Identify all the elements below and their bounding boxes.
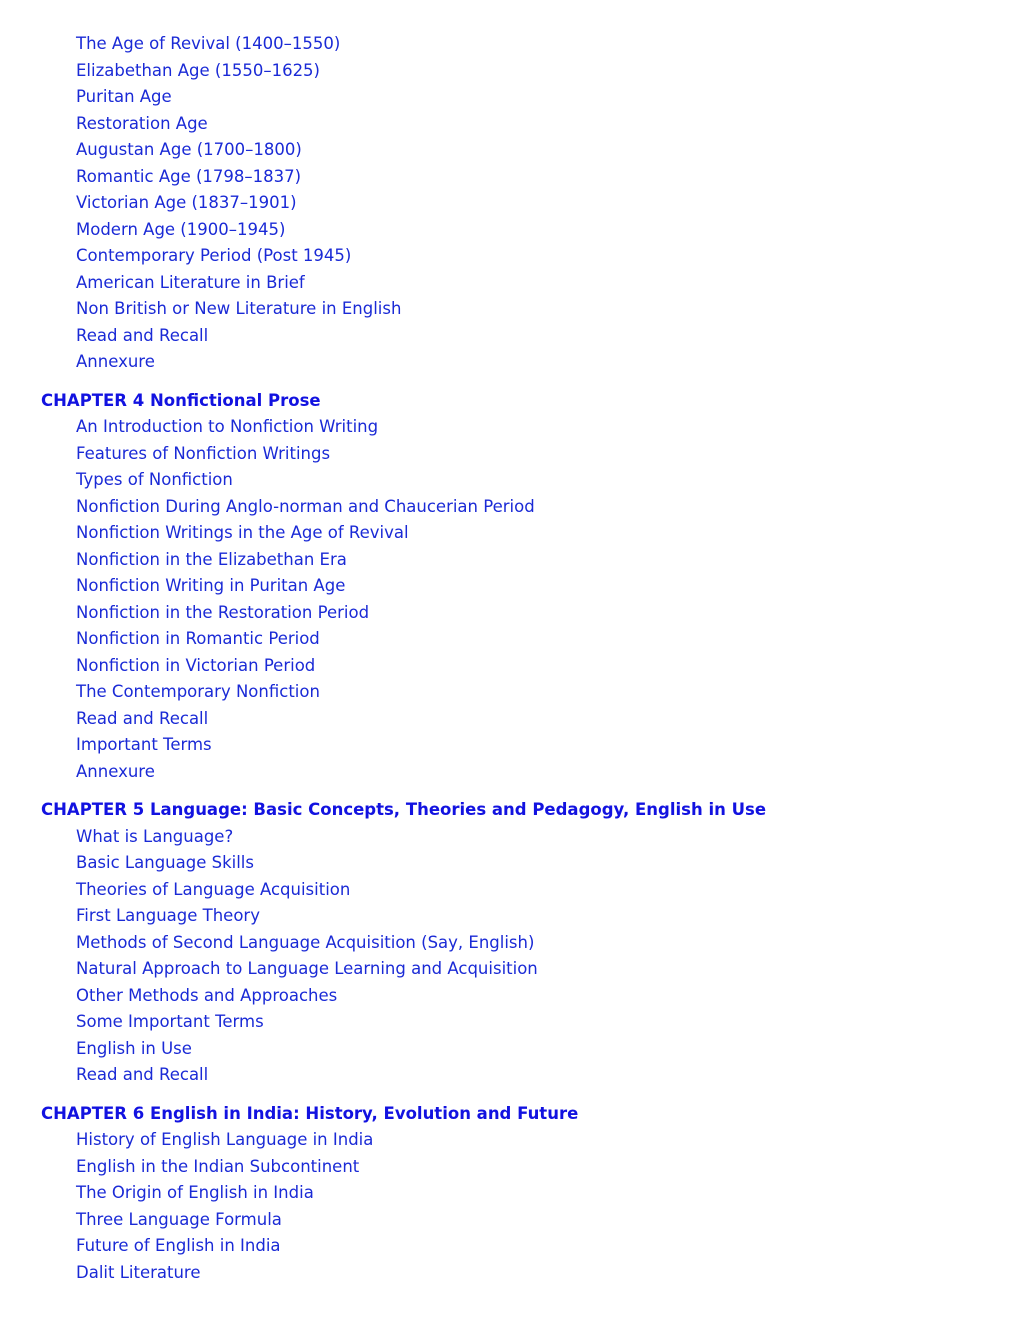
toc-entry-link[interactable]: What is Language? bbox=[76, 826, 234, 846]
toc-entry-link[interactable]: Annexure bbox=[76, 352, 155, 371]
toc-entry-link[interactable]: History of English Language in India bbox=[76, 1130, 374, 1149]
toc-entry-link[interactable]: Modern Age (1900–1945) bbox=[76, 219, 286, 239]
chapter-heading-link[interactable]: CHAPTER 5 Language: Basic Concepts, Theories and Pedagogy, English in Use bbox=[41, 800, 767, 819]
toc-entry-link[interactable]: Annexure bbox=[76, 761, 155, 781]
toc-entry-link[interactable]: Victorian Age (1837–1901) bbox=[76, 193, 297, 212]
toc-entry-link[interactable]: Methods of Second Language Acquisition (Say, English) bbox=[76, 932, 535, 952]
toc-entry-link[interactable]: Elizabethan Age (1550–1625) bbox=[76, 60, 320, 80]
toc-entry-link[interactable]: Features of Nonfiction Writings bbox=[76, 443, 331, 463]
toc-entry-link[interactable]: The Contemporary Nonfiction bbox=[76, 682, 320, 701]
toc-entry-link[interactable]: Romantic Age (1798–1837) bbox=[76, 166, 302, 186]
toc-entry-link[interactable]: Natural Approach to Language Learning and Acquisition bbox=[76, 959, 538, 978]
toc-entry-link[interactable]: Nonfiction in the Restoration Period bbox=[76, 602, 370, 622]
toc-entry-link[interactable]: English in Use bbox=[76, 1038, 192, 1058]
toc-entry-link[interactable]: Read and Recall bbox=[76, 1065, 209, 1084]
toc-entry-link[interactable]: Contemporary Period (Post 1945) bbox=[76, 246, 352, 265]
toc-entry-link[interactable]: Other Methods and Approaches bbox=[76, 985, 338, 1005]
toc-entry-link[interactable]: Nonfiction Writings in the Age of Revival bbox=[76, 523, 409, 542]
toc-entry-link[interactable]: Read and Recall bbox=[76, 325, 209, 345]
toc-entry-link[interactable]: Nonfiction in Romantic Period bbox=[76, 629, 320, 648]
toc-entry-link[interactable]: First Language Theory bbox=[76, 906, 260, 925]
toc-entry-link[interactable]: Types of Nonfiction bbox=[76, 470, 233, 489]
toc-entry-link[interactable]: English in the Indian Subcontinent bbox=[76, 1156, 360, 1176]
toc-entry-link[interactable]: Nonfiction in Victorian Period bbox=[76, 655, 316, 675]
toc-entry-link[interactable]: American Literature in Brief bbox=[76, 272, 305, 292]
toc-entry-link[interactable]: Basic Language Skills bbox=[76, 853, 254, 872]
toc-entry-link[interactable]: The Origin of English in India bbox=[76, 1183, 314, 1202]
toc-entry-link[interactable]: Important Terms bbox=[76, 735, 212, 754]
toc-entry-link[interactable]: Nonfiction in the Elizabethan Era bbox=[76, 549, 347, 569]
toc-entry-link[interactable]: Non British or New Literature in English bbox=[76, 299, 402, 318]
toc-entry-link[interactable]: The Age of Revival (1400–1550) bbox=[76, 34, 341, 53]
toc-entry-link[interactable]: Restoration Age bbox=[76, 113, 208, 133]
chapter-heading-link[interactable]: CHAPTER 6 English in India: History, Evolution and Future bbox=[41, 1103, 579, 1123]
toc-entry-link[interactable]: Puritan Age bbox=[76, 87, 172, 106]
toc-entry-link[interactable]: Dalit Literature bbox=[76, 1262, 201, 1282]
table-of-contents bbox=[0, 31, 1020, 1286]
toc-entry-link[interactable]: An Introduction to Nonfiction Writing bbox=[76, 417, 379, 436]
toc-entry-link[interactable]: Future of English in India bbox=[76, 1236, 281, 1255]
toc-entry-link[interactable]: Read and Recall bbox=[76, 708, 209, 728]
toc-entry-link[interactable]: Nonfiction Writing in Puritan Age bbox=[76, 576, 346, 595]
toc-entry-link[interactable]: Theories of Language Acquisition bbox=[76, 879, 351, 899]
toc-entry-link[interactable]: Some Important Terms bbox=[76, 1012, 264, 1031]
chapter-heading-link[interactable]: CHAPTER 4 Nonfictional Prose bbox=[41, 390, 321, 410]
toc-entry-link[interactable]: Augustan Age (1700–1800) bbox=[76, 140, 302, 159]
toc-entry-link[interactable]: Three Language Formula bbox=[76, 1209, 282, 1229]
toc-entry-link[interactable]: Nonfiction During Anglo-norman and Chaucerian Period bbox=[76, 496, 535, 516]
